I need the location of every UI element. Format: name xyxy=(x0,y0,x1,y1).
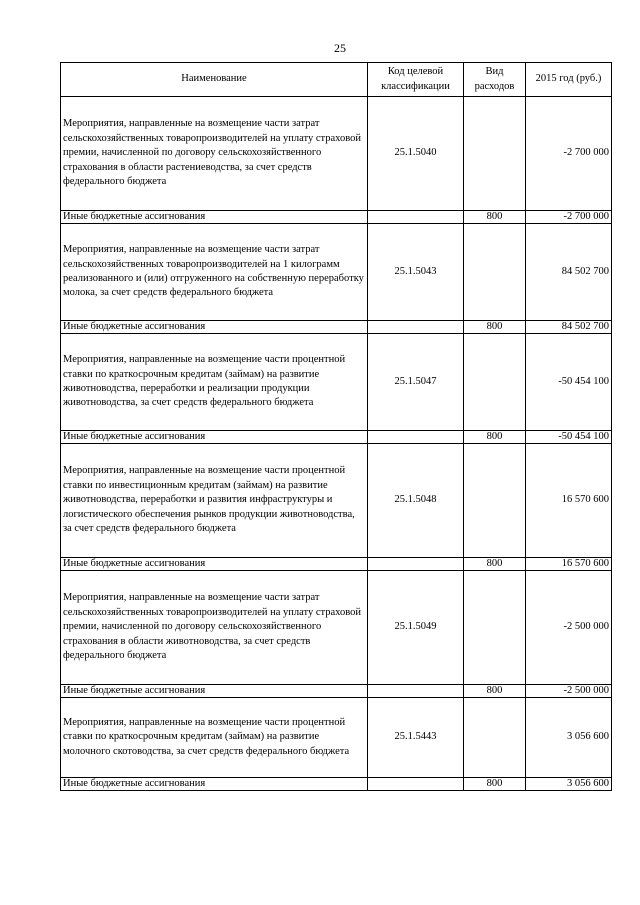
row-code: 25.1.5047 xyxy=(368,334,464,431)
row-kind: 800 xyxy=(464,321,526,334)
table-row xyxy=(61,334,612,431)
header-code: Код целевой классификации xyxy=(368,63,464,97)
row-amount: -50 454 100 xyxy=(526,431,612,444)
row-code xyxy=(368,431,464,444)
row-kind: 800 xyxy=(464,211,526,224)
table-header-row xyxy=(61,63,612,97)
row-code xyxy=(368,211,464,224)
row-name: Иные бюджетные ассигнования xyxy=(61,431,368,444)
row-kind xyxy=(464,97,526,211)
page-number: 25 xyxy=(334,41,346,55)
row-kind xyxy=(464,224,526,321)
row-name: Иные бюджетные ассигнования xyxy=(61,778,368,791)
row-code: 25.1.5040 xyxy=(368,97,464,211)
header-name: Наименование xyxy=(61,63,368,97)
row-kind: 800 xyxy=(464,558,526,571)
row-amount: 3 056 600 xyxy=(526,698,612,778)
row-name: Мероприятия, направленные на возмещение части процентной ставки по краткосрочным кредитам (займам) на развитие животноводства, переработки и реализации продукции животноводства, за счет средств федерального бюджета xyxy=(61,334,368,431)
row-kind xyxy=(464,444,526,558)
table-row xyxy=(61,97,612,211)
row-kind xyxy=(464,334,526,431)
row-code xyxy=(368,778,464,791)
table-row xyxy=(61,778,612,791)
row-code xyxy=(368,321,464,334)
table-row xyxy=(61,571,612,685)
header-amount: 2015 год (руб.) xyxy=(526,63,612,97)
row-code xyxy=(368,685,464,698)
row-name: Мероприятия, направленные на возмещение части процентной ставки по инвестиционным кредитам (займам) на развитие животноводства, переработки и развития инфраструктуры и логистического обеспечения рынков продукции животноводства, за счет средств федерального бюджета xyxy=(61,444,368,558)
row-name: Иные бюджетные ассигнования xyxy=(61,685,368,698)
row-name: Мероприятия, направленные на возмещение части затрат сельскохозяйственных товаропроизводителей на уплату страховой премии, начисленной по договору сельскохозяйственного страхования в области животноводства, за счет средств федерального бюджета xyxy=(61,571,368,685)
row-kind: 800 xyxy=(464,778,526,791)
row-code: 25.1.5048 xyxy=(368,444,464,558)
table-row xyxy=(61,321,612,334)
row-amount: -2 500 000 xyxy=(526,571,612,685)
row-name: Иные бюджетные ассигнования xyxy=(61,321,368,334)
table-row xyxy=(61,685,612,698)
table-row xyxy=(61,558,612,571)
row-amount: -2 700 000 xyxy=(526,97,612,211)
row-name: Мероприятия, направленные на возмещение части затрат сельскохозяйственных товаропроизводителей на 1 килограмм реализованного и (или) отгруженного на собственную переработку молока, за счет средств федерального бюджета xyxy=(61,224,368,321)
row-kind xyxy=(464,698,526,778)
row-amount: -2 700 000 xyxy=(526,211,612,224)
row-code: 25.1.5043 xyxy=(368,224,464,321)
row-amount: 16 570 600 xyxy=(526,444,612,558)
row-name: Мероприятия, направленные на возмещение части процентной ставки по краткосрочным кредитам (займам) на развитие молочного скотоводства, за счет средств федерального бюджета xyxy=(61,698,368,778)
row-kind: 800 xyxy=(464,685,526,698)
row-amount: 16 570 600 xyxy=(526,558,612,571)
budget-table xyxy=(60,62,612,791)
row-code xyxy=(368,558,464,571)
row-name: Иные бюджетные ассигнования xyxy=(61,558,368,571)
row-amount: 3 056 600 xyxy=(526,778,612,791)
row-name: Иные бюджетные ассигнования xyxy=(61,211,368,224)
table-row xyxy=(61,224,612,321)
header-kind: Вид расходов xyxy=(464,63,526,97)
table-row xyxy=(61,431,612,444)
row-kind: 800 xyxy=(464,431,526,444)
row-amount: 84 502 700 xyxy=(526,321,612,334)
row-kind xyxy=(464,571,526,685)
row-amount: 84 502 700 xyxy=(526,224,612,321)
row-code: 25.1.5049 xyxy=(368,571,464,685)
row-amount: -2 500 000 xyxy=(526,685,612,698)
table-row xyxy=(61,211,612,224)
row-name: Мероприятия, направленные на возмещение части затрат сельскохозяйственных товаропроизводителей на уплату страховой премии, начисленной по договору сельскохозяйственного страхования в области растениеводства, за счет средств федерального бюджета xyxy=(61,97,368,211)
table-row xyxy=(61,444,612,558)
table-row xyxy=(61,698,612,778)
row-code: 25.1.5443 xyxy=(368,698,464,778)
row-amount: -50 454 100 xyxy=(526,334,612,431)
